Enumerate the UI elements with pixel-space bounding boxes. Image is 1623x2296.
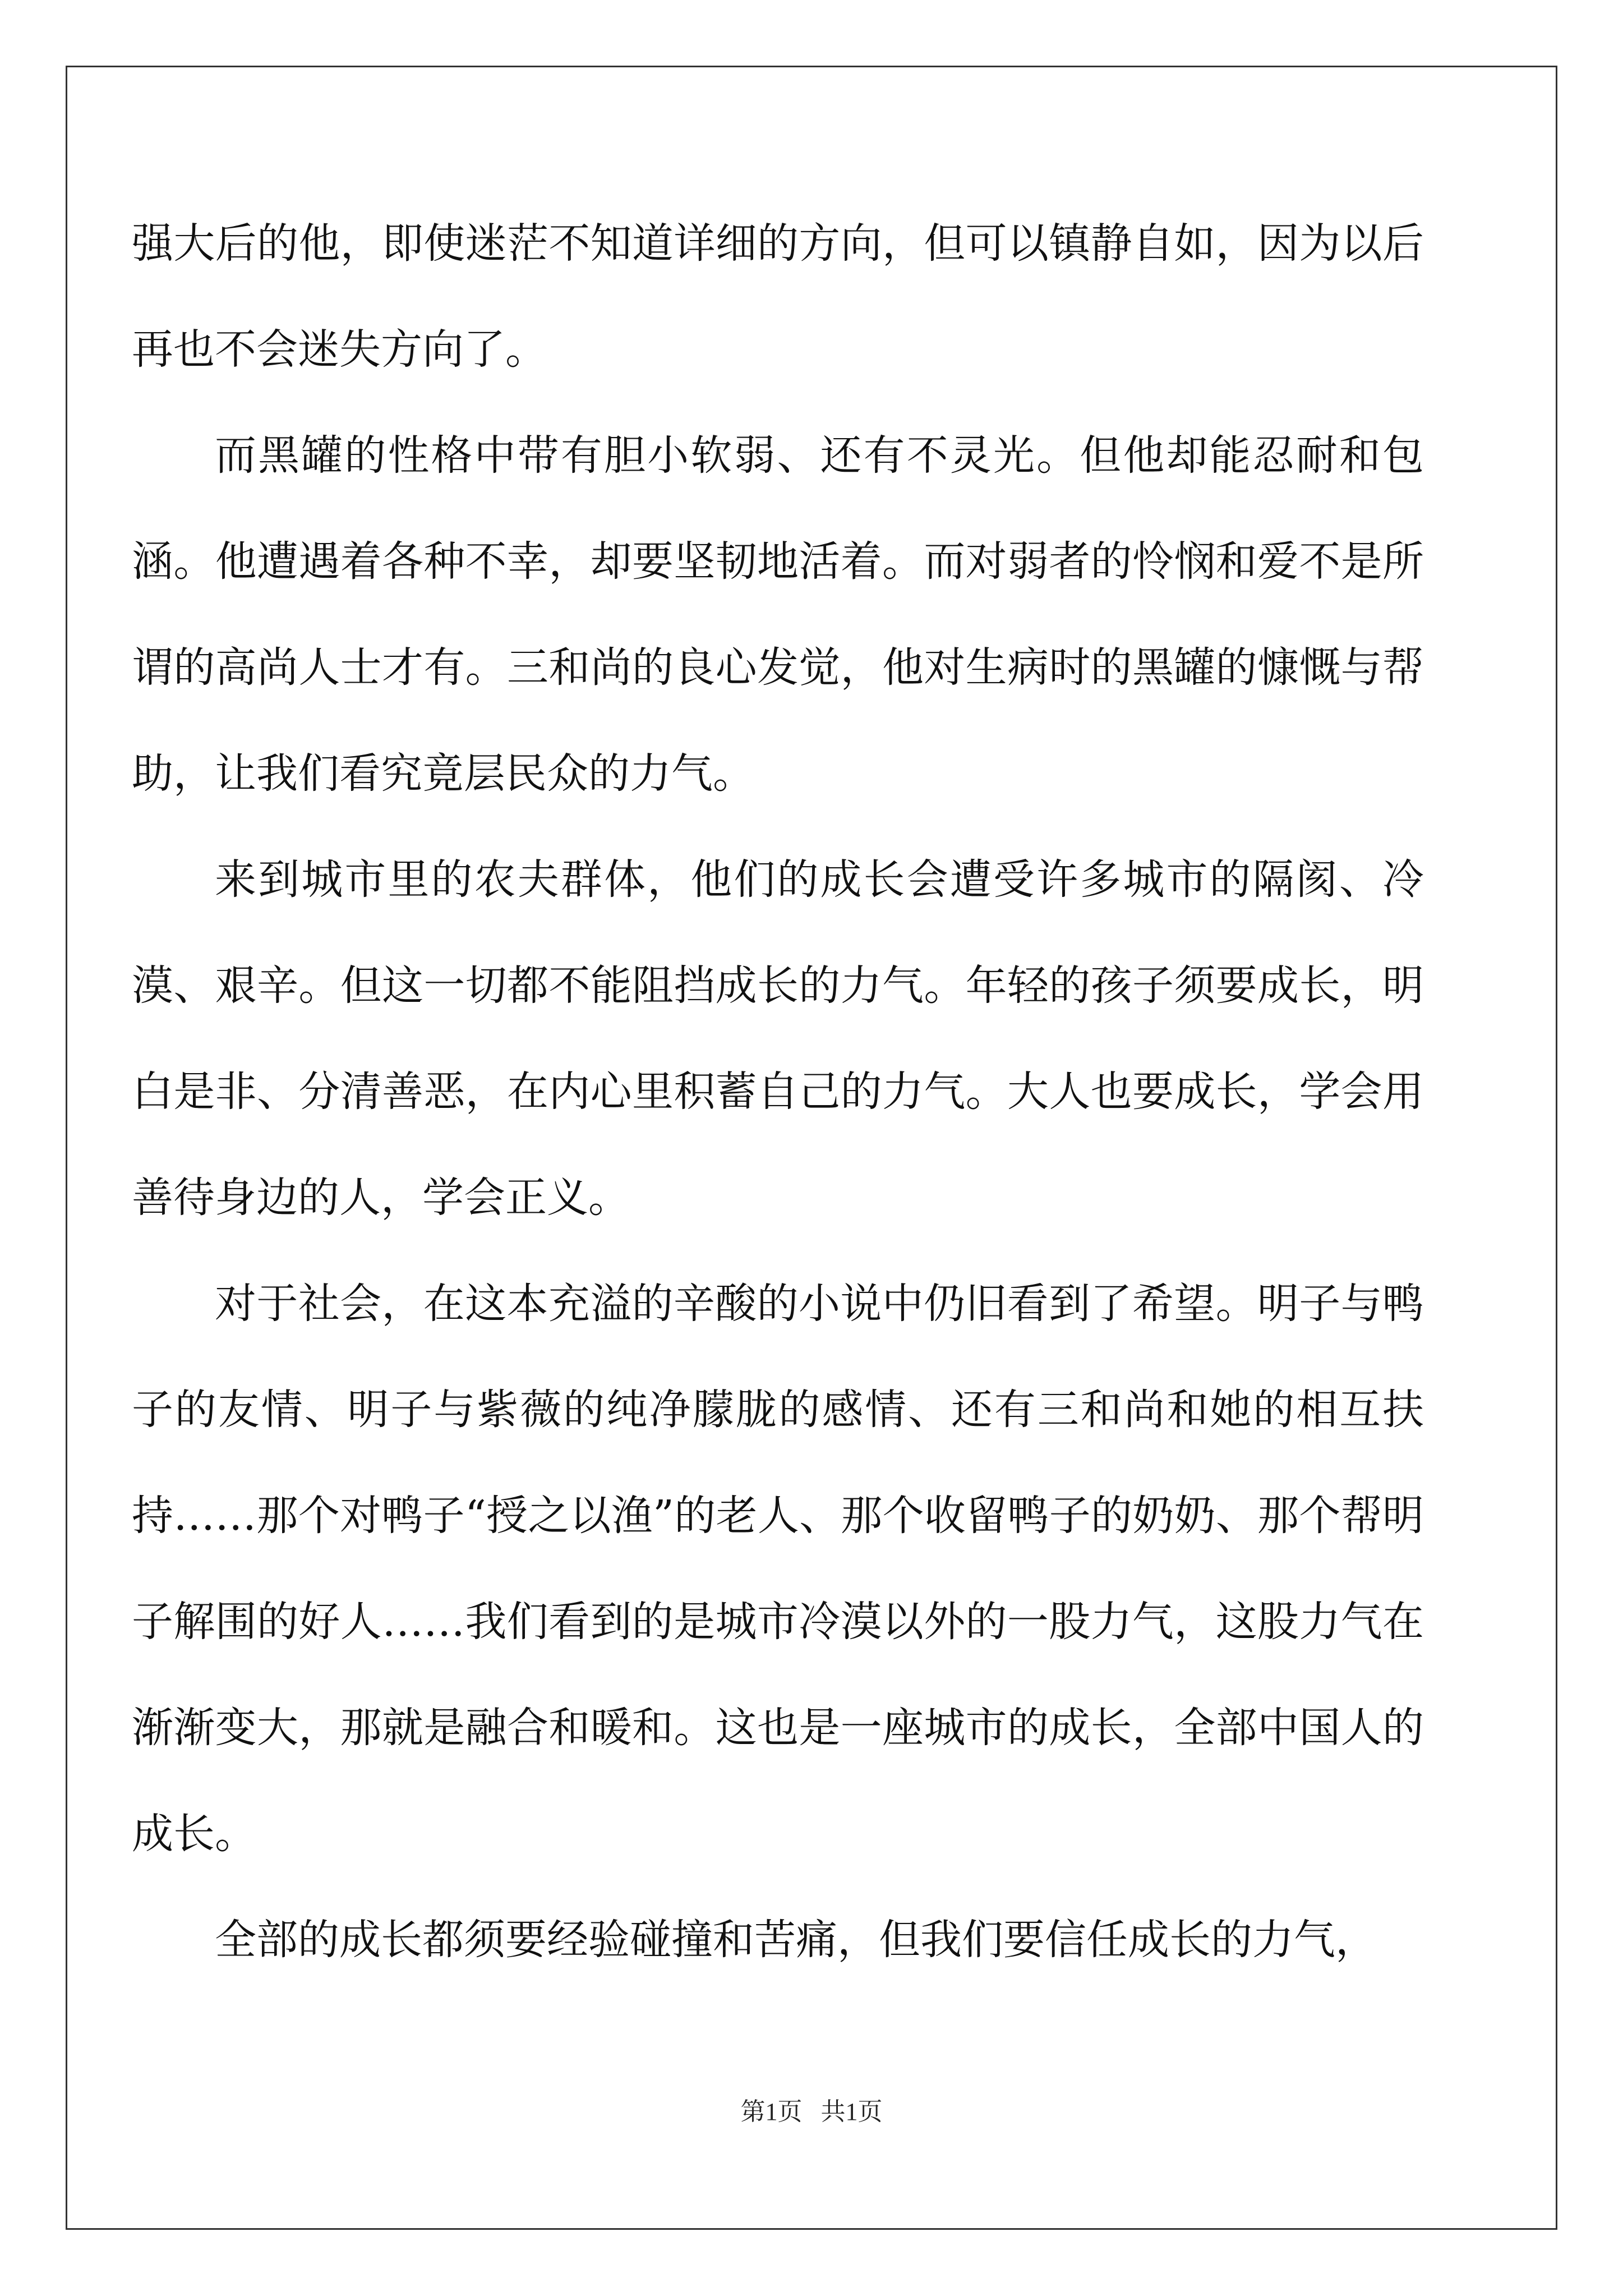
page-number-footer: 第1页 共1页 bbox=[740, 2098, 883, 2125]
paragraph-5: 全部的成长都须要经验碰撞和苦痛，但我们要信任成长的力气， bbox=[215, 1916, 1377, 1964]
paragraph-1: 强大后的他，即使迷茫不知道详细的方向，但可以镇静自如，因为以后再也不会迷失方向了。 bbox=[132, 219, 1424, 374]
paragraph-2: 而黑罐的性格中带有胆小软弱、还有不灵光。但他却能忍耐和包涵。他遭遇着各种不幸，却要坚韧地活着。而对弱者的怜悯和爱不是所谓的高尚人士才有。三和尚的良心发觉，他对生病时的黑罐的慷慨与帮助，让我们看究竟层民众的力气。 bbox=[132, 431, 1424, 798]
paragraph-3: 来到城市里的农夫群体，他们的成长会遭受许多城市的隔阂、冷漠、艰辛。但这一切都不能阻挡成长的力气。年轻的孩子须要成长，明白是非、分清善恶，在内心里积蓄自己的力气。大人也要成长，学会用善待身边的人，学会正义。 bbox=[132, 855, 1424, 1222]
document-body bbox=[132, 191, 1424, 1993]
paragraph-4: 对于社会，在这本充溢的辛酸的小说中仍旧看到了希望。明子与鸭子的友情、明子与紫薇的纯净朦胧的感情、还有三和尚和她的相互扶持……那个对鸭子“授之以渔”的老人、那个收留鸭子的奶奶、那个帮明子解围的好人……我们看到的是城市冷漠以外的一股力气，这股力气在渐渐变大，那就是融合和暖和。这也是一座城市的成长，全部中国人的成长。 bbox=[132, 1280, 1424, 1858]
